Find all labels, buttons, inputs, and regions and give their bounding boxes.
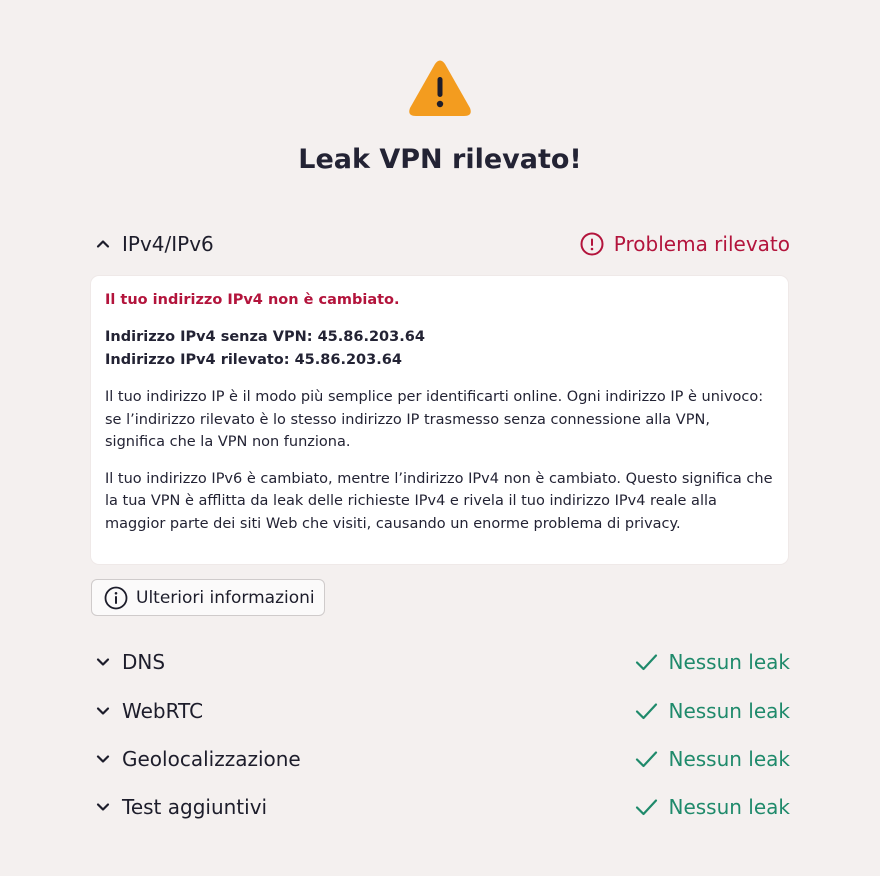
more-info-button[interactable] <box>91 579 325 616</box>
accordion-label: IPv4/IPv6 <box>122 232 214 256</box>
accordion-label: WebRTC <box>122 699 204 723</box>
check-icon <box>634 699 658 723</box>
accordion-dns[interactable] <box>92 644 790 680</box>
status-no-leak <box>634 650 790 674</box>
status-label: Nessun leak <box>668 699 790 723</box>
check-icon <box>634 650 658 674</box>
explanation-paragraph-2: Il tuo indirizzo IPv6 è cambiato, mentre l’indirizzo IPv4 non è cambiato. Questo significa che la tua VPN è afflitta da leak delle richieste IPv4 e rivela il tuo indirizzo IPv4 reale alla maggior parte dei siti Web che visiti, causando un enorme problema di privacy. <box>105 470 773 532</box>
chevron-down-icon <box>94 702 112 720</box>
status-no-leak <box>634 699 790 723</box>
ipv4-ipv6-details-panel <box>91 276 788 564</box>
accordion-label: Geolocalizzazione <box>122 747 301 771</box>
status-no-leak <box>634 747 790 771</box>
accordion-label: DNS <box>122 650 166 674</box>
status-label: Problema rilevato <box>613 232 790 256</box>
status-label: Nessun leak <box>668 795 790 819</box>
alert-message: Il tuo indirizzo IPv4 non è cambiato. <box>105 292 400 308</box>
chevron-down-icon <box>94 653 112 671</box>
accordion-webrtc[interactable] <box>92 693 790 729</box>
warning-triangle-icon <box>407 58 473 118</box>
chevron-down-icon <box>94 750 112 768</box>
check-icon <box>634 747 658 771</box>
alert-circle-icon <box>580 232 604 256</box>
page-title: Leak VPN rilevato! <box>298 144 582 175</box>
ip-detected: Indirizzo IPv4 rilevato: 45.86.203.64 <box>105 352 402 368</box>
ip-without-vpn: Indirizzo IPv4 senza VPN: 45.86.203.64 <box>105 329 425 345</box>
chevron-down-icon <box>94 798 112 816</box>
accordion-geolocation[interactable] <box>92 741 790 777</box>
accordion-additional-tests[interactable] <box>92 789 790 825</box>
explanation-paragraph-1: Il tuo indirizzo IP è il modo più semplice per identificarti online. Ogni indirizzo IP è univoco: se l’indirizzo rilevato è lo stesso indirizzo IP trasmesso senza connessione alla VPN, significa che la VPN non funziona. <box>105 389 764 450</box>
check-icon <box>634 795 658 819</box>
accordion-ipv4-ipv6[interactable] <box>92 226 790 262</box>
status-no-leak <box>634 795 790 819</box>
chevron-up-icon <box>94 235 112 253</box>
info-icon <box>104 586 128 610</box>
status-label: Nessun leak <box>668 650 790 674</box>
accordion-label: Test aggiuntivi <box>122 795 268 819</box>
status-problem <box>580 232 790 256</box>
status-label: Nessun leak <box>668 747 790 771</box>
more-info-label: Ulteriori informazioni <box>136 587 315 608</box>
